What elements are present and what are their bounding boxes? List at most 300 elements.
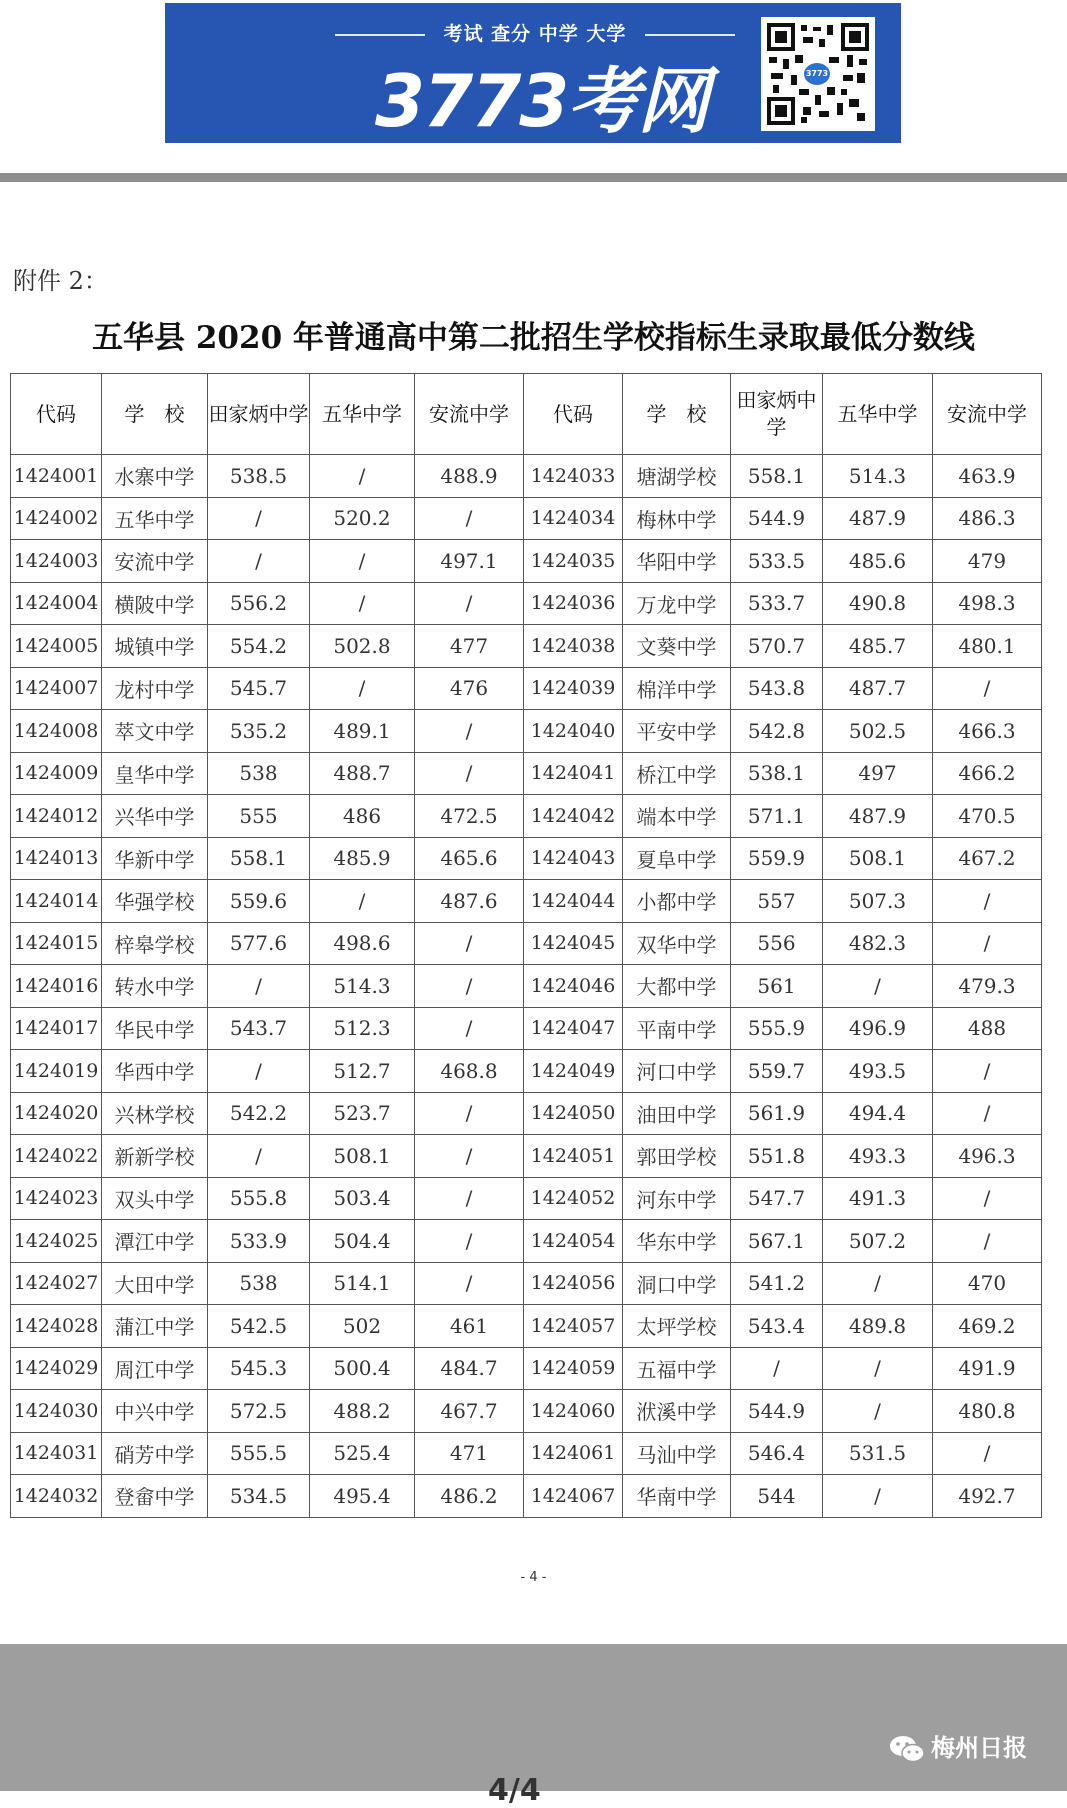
code-cell: 1424022 xyxy=(11,1135,102,1178)
score-cell: / xyxy=(415,1262,524,1305)
score-cell: 512.3 xyxy=(310,1007,415,1050)
score-cell: 543.8 xyxy=(731,667,823,710)
school-cell: 河东中学 xyxy=(623,1177,731,1220)
score-cell: 461 xyxy=(415,1305,524,1348)
school-cell: 洑溪中学 xyxy=(623,1390,731,1433)
score-cell: 493.5 xyxy=(823,1050,933,1093)
school-cell: 大田中学 xyxy=(102,1262,208,1305)
score-cell: 572.5 xyxy=(208,1390,310,1433)
page-fraction: 4/4 xyxy=(488,1773,541,1808)
code-cell: 1424046 xyxy=(524,965,623,1008)
column-header: 五华中学 xyxy=(823,374,933,455)
score-cell: / xyxy=(823,1390,933,1433)
score-cell: / xyxy=(415,710,524,753)
score-cell: 495.4 xyxy=(310,1475,415,1518)
score-cell: 498.3 xyxy=(933,582,1042,625)
school-cell: 横陂中学 xyxy=(102,582,208,625)
table-row xyxy=(11,1177,1042,1220)
table-row xyxy=(11,922,1042,965)
score-cell: 487.6 xyxy=(415,880,524,923)
score-cell: 561.9 xyxy=(731,1092,823,1135)
code-cell: 1424056 xyxy=(524,1262,623,1305)
score-cell: 472.5 xyxy=(415,795,524,838)
code-cell: 1424032 xyxy=(11,1475,102,1518)
score-cell: / xyxy=(933,880,1042,923)
score-cell: 477 xyxy=(415,625,524,668)
score-cell: 555.5 xyxy=(208,1432,310,1475)
score-cell: 559.9 xyxy=(731,837,823,880)
score-cell: 470 xyxy=(933,1262,1042,1305)
code-cell: 1424002 xyxy=(11,497,102,540)
school-cell: 文葵中学 xyxy=(623,625,731,668)
score-cell: 491.3 xyxy=(823,1177,933,1220)
score-cell: 484.7 xyxy=(415,1347,524,1390)
score-cell: / xyxy=(415,1092,524,1135)
table-row xyxy=(11,710,1042,753)
table-row xyxy=(11,497,1042,540)
score-cell: 466.2 xyxy=(933,752,1042,795)
score-cell: 486.2 xyxy=(415,1475,524,1518)
code-cell: 1424007 xyxy=(11,667,102,710)
header-row xyxy=(11,374,1042,455)
school-cell: 平南中学 xyxy=(623,1007,731,1050)
tagline-right-line xyxy=(645,34,735,36)
table-row xyxy=(11,1475,1042,1518)
score-cell: 504.4 xyxy=(310,1220,415,1263)
column-header: 田家炳中学 xyxy=(731,374,823,455)
score-cell: 486 xyxy=(310,795,415,838)
score-cell: 554.2 xyxy=(208,625,310,668)
school-cell: 郭田学校 xyxy=(623,1135,731,1178)
score-cell: 558.1 xyxy=(731,455,823,498)
school-cell: 水寨中学 xyxy=(102,455,208,498)
table-row xyxy=(11,1092,1042,1135)
code-cell: 1424020 xyxy=(11,1092,102,1135)
code-cell: 1424059 xyxy=(524,1347,623,1390)
score-cell: 520.2 xyxy=(310,497,415,540)
score-cell: / xyxy=(415,1177,524,1220)
score-cell: 525.4 xyxy=(310,1432,415,1475)
score-cell: / xyxy=(310,582,415,625)
score-cell: 533.7 xyxy=(731,582,823,625)
score-cell: 479.3 xyxy=(933,965,1042,1008)
score-cell: 535.2 xyxy=(208,710,310,753)
table-row xyxy=(11,1135,1042,1178)
score-cell: 490.8 xyxy=(823,582,933,625)
score-cell: 538 xyxy=(208,752,310,795)
school-cell: 华东中学 xyxy=(623,1220,731,1263)
code-cell: 1424057 xyxy=(524,1305,623,1348)
score-cell: 488 xyxy=(933,1007,1042,1050)
school-cell: 潭江中学 xyxy=(102,1220,208,1263)
score-cell: / xyxy=(208,965,310,1008)
table-row xyxy=(11,582,1042,625)
score-cell: 467.2 xyxy=(933,837,1042,880)
score-cell: 561 xyxy=(731,965,823,1008)
table-row xyxy=(11,1220,1042,1263)
score-cell: 480.1 xyxy=(933,625,1042,668)
code-cell: 1424027 xyxy=(11,1262,102,1305)
school-cell: 龙村中学 xyxy=(102,667,208,710)
code-cell: 1424012 xyxy=(11,795,102,838)
code-cell: 1424039 xyxy=(524,667,623,710)
score-cell: 538.1 xyxy=(731,752,823,795)
school-cell: 兴林学校 xyxy=(102,1092,208,1135)
code-cell: 1424029 xyxy=(11,1347,102,1390)
school-cell: 太坪学校 xyxy=(623,1305,731,1348)
school-cell: 安流中学 xyxy=(102,540,208,583)
code-cell: 1424016 xyxy=(11,965,102,1008)
table-row xyxy=(11,795,1042,838)
code-cell: 1424036 xyxy=(524,582,623,625)
banner-tagline: 考试 查分 中学 大学 xyxy=(443,23,627,45)
score-cell: / xyxy=(208,1050,310,1093)
score-cell: 545.7 xyxy=(208,667,310,710)
score-cell: 502 xyxy=(310,1305,415,1348)
score-cell: / xyxy=(415,582,524,625)
code-cell: 1424044 xyxy=(524,880,623,923)
column-header: 安流中学 xyxy=(933,374,1042,455)
code-cell: 1424001 xyxy=(11,455,102,498)
document-title: 五华县 2020 年普通高中第二批招生学校指标生录取最低分数线 xyxy=(92,320,975,356)
school-cell: 端本中学 xyxy=(623,795,731,838)
score-cell: 542.8 xyxy=(731,710,823,753)
score-cell: 487.9 xyxy=(823,795,933,838)
table-row xyxy=(11,1390,1042,1433)
code-cell: 1424004 xyxy=(11,582,102,625)
code-cell: 1424041 xyxy=(524,752,623,795)
score-cell: 494.4 xyxy=(823,1092,933,1135)
score-cell: 492.7 xyxy=(933,1475,1042,1518)
code-cell: 1424017 xyxy=(11,1007,102,1050)
school-cell: 油田中学 xyxy=(623,1092,731,1135)
score-cell: 543.4 xyxy=(731,1305,823,1348)
score-cell: 571.1 xyxy=(731,795,823,838)
column-header: 五华中学 xyxy=(310,374,415,455)
score-cell: / xyxy=(415,752,524,795)
score-cell: 489.8 xyxy=(823,1305,933,1348)
table-row xyxy=(11,752,1042,795)
score-cell: 543.7 xyxy=(208,1007,310,1050)
code-cell: 1424042 xyxy=(524,795,623,838)
school-cell: 华南中学 xyxy=(623,1475,731,1518)
code-cell: 1424054 xyxy=(524,1220,623,1263)
score-cell: 479 xyxy=(933,540,1042,583)
school-cell: 华民中学 xyxy=(102,1007,208,1050)
score-cell: 547.7 xyxy=(731,1177,823,1220)
score-cell: 512.7 xyxy=(310,1050,415,1093)
score-cell: 567.1 xyxy=(731,1220,823,1263)
score-cell: 485.7 xyxy=(823,625,933,668)
score-cell: 486.3 xyxy=(933,497,1042,540)
school-cell: 梓皋学校 xyxy=(102,922,208,965)
school-cell: 棉洋中学 xyxy=(623,667,731,710)
score-cell: 502.8 xyxy=(310,625,415,668)
school-cell: 城镇中学 xyxy=(102,625,208,668)
score-cell: / xyxy=(823,1475,933,1518)
table-row xyxy=(11,1347,1042,1390)
score-cell: / xyxy=(208,497,310,540)
score-cell: / xyxy=(415,497,524,540)
column-header: 学 校 xyxy=(102,374,208,455)
column-header: 代码 xyxy=(524,374,623,455)
score-cell: 496.3 xyxy=(933,1135,1042,1178)
code-cell: 1424031 xyxy=(11,1432,102,1475)
code-cell: 1424051 xyxy=(524,1135,623,1178)
school-cell: 华阳中学 xyxy=(623,540,731,583)
code-cell: 1424067 xyxy=(524,1475,623,1518)
qr-badge-label: 3773 xyxy=(804,63,830,85)
code-cell: 1424019 xyxy=(11,1050,102,1093)
school-cell: 登畲中学 xyxy=(102,1475,208,1518)
table-row xyxy=(11,1432,1042,1475)
code-cell: 1424034 xyxy=(524,497,623,540)
score-cell: 482.3 xyxy=(823,922,933,965)
score-cell: 487.7 xyxy=(823,667,933,710)
school-cell: 华西中学 xyxy=(102,1050,208,1093)
wechat-icon xyxy=(889,1734,925,1764)
score-cell: 544.9 xyxy=(731,497,823,540)
score-cell: 485.6 xyxy=(823,540,933,583)
score-cell: / xyxy=(933,1177,1042,1220)
score-cell: 507.2 xyxy=(823,1220,933,1263)
page-number: - 4 - xyxy=(520,1570,547,1585)
score-cell: 559.7 xyxy=(731,1050,823,1093)
score-cell: 556 xyxy=(731,922,823,965)
code-cell: 1424009 xyxy=(11,752,102,795)
score-cell: / xyxy=(208,1135,310,1178)
code-cell: 1424015 xyxy=(11,922,102,965)
score-cell: 508.1 xyxy=(823,837,933,880)
account-name: 梅州日报 xyxy=(931,1734,1027,1762)
score-cell: / xyxy=(823,1347,933,1390)
score-cell: 471 xyxy=(415,1432,524,1475)
school-cell: 五华中学 xyxy=(102,497,208,540)
score-cell: / xyxy=(310,540,415,583)
school-cell: 兴华中学 xyxy=(102,795,208,838)
school-cell: 转水中学 xyxy=(102,965,208,1008)
score-cell: / xyxy=(208,540,310,583)
score-cell: 485.9 xyxy=(310,837,415,880)
score-cell: 466.3 xyxy=(933,710,1042,753)
score-cell: 489.1 xyxy=(310,710,415,753)
score-cell: 480.8 xyxy=(933,1390,1042,1433)
banner-tagline-row xyxy=(335,19,735,43)
code-cell: 1424052 xyxy=(524,1177,623,1220)
score-cell: 541.2 xyxy=(731,1262,823,1305)
score-cell: 500.4 xyxy=(310,1347,415,1390)
header-divider xyxy=(0,173,1067,182)
site-logo: 3773考网 xyxy=(375,59,708,143)
code-cell: 1424049 xyxy=(524,1050,623,1093)
code-cell: 1424028 xyxy=(11,1305,102,1348)
column-header: 代码 xyxy=(11,374,102,455)
table-row xyxy=(11,837,1042,880)
score-cell: / xyxy=(933,1432,1042,1475)
score-cell: 467.7 xyxy=(415,1390,524,1433)
score-cell: / xyxy=(823,1262,933,1305)
score-cell: 570.7 xyxy=(731,625,823,668)
score-cell: 491.9 xyxy=(933,1347,1042,1390)
school-cell: 华强学校 xyxy=(102,880,208,923)
table-row xyxy=(11,540,1042,583)
score-cell: 555.9 xyxy=(731,1007,823,1050)
school-cell: 五福中学 xyxy=(623,1347,731,1390)
code-cell: 1424038 xyxy=(524,625,623,668)
score-cell: 469.2 xyxy=(933,1305,1042,1348)
school-cell: 硝芳中学 xyxy=(102,1432,208,1475)
column-header: 田家炳中学 xyxy=(208,374,310,455)
code-cell: 1424043 xyxy=(524,837,623,880)
score-cell: 463.9 xyxy=(933,455,1042,498)
score-cell: 545.3 xyxy=(208,1347,310,1390)
code-cell: 1424003 xyxy=(11,540,102,583)
score-cell: / xyxy=(415,1220,524,1263)
score-cell: 542.5 xyxy=(208,1305,310,1348)
table-row xyxy=(11,1262,1042,1305)
score-cell: 497.1 xyxy=(415,540,524,583)
score-cell: 531.5 xyxy=(823,1432,933,1475)
score-cell: 496.9 xyxy=(823,1007,933,1050)
score-cell: 546.4 xyxy=(731,1432,823,1475)
school-cell: 双头中学 xyxy=(102,1177,208,1220)
score-cell: 559.6 xyxy=(208,880,310,923)
score-cell: 498.6 xyxy=(310,922,415,965)
score-cell: 577.6 xyxy=(208,922,310,965)
score-cell: 465.6 xyxy=(415,837,524,880)
score-cell: 502.5 xyxy=(823,710,933,753)
school-cell: 周江中学 xyxy=(102,1347,208,1390)
score-cell: / xyxy=(933,1220,1042,1263)
qr-code[interactable] xyxy=(761,17,875,131)
score-cell: 551.8 xyxy=(731,1135,823,1178)
score-cell: / xyxy=(933,922,1042,965)
school-cell: 萃文中学 xyxy=(102,710,208,753)
school-cell: 平安中学 xyxy=(623,710,731,753)
wechat-account-badge[interactable] xyxy=(889,1728,1027,1764)
code-cell: 1424050 xyxy=(524,1092,623,1135)
score-cell: 544.9 xyxy=(731,1390,823,1433)
score-cell: / xyxy=(415,965,524,1008)
score-cell: 493.3 xyxy=(823,1135,933,1178)
table-row xyxy=(11,1305,1042,1348)
column-header: 学 校 xyxy=(623,374,731,455)
school-cell: 双华中学 xyxy=(623,922,731,965)
score-cell: 476 xyxy=(415,667,524,710)
school-cell: 河口中学 xyxy=(623,1050,731,1093)
table-row xyxy=(11,625,1042,668)
school-cell: 夏阜中学 xyxy=(623,837,731,880)
code-cell: 1424008 xyxy=(11,710,102,753)
score-cell: 538 xyxy=(208,1262,310,1305)
score-cell: 468.8 xyxy=(415,1050,524,1093)
school-cell: 洞口中学 xyxy=(623,1262,731,1305)
site-banner xyxy=(165,3,901,143)
score-cell: 488.2 xyxy=(310,1390,415,1433)
column-header: 安流中学 xyxy=(415,374,524,455)
table-body xyxy=(11,455,1042,1518)
score-cell: 558.1 xyxy=(208,837,310,880)
score-cell: 555.8 xyxy=(208,1177,310,1220)
score-cell: / xyxy=(933,1050,1042,1093)
code-cell: 1424035 xyxy=(524,540,623,583)
score-cell: / xyxy=(415,1007,524,1050)
score-cell: 544 xyxy=(731,1475,823,1518)
code-cell: 1424023 xyxy=(11,1177,102,1220)
score-cell: 533.9 xyxy=(208,1220,310,1263)
table-row xyxy=(11,667,1042,710)
code-cell: 1424040 xyxy=(524,710,623,753)
score-cell: 470.5 xyxy=(933,795,1042,838)
code-cell: 1424025 xyxy=(11,1220,102,1263)
score-cell: / xyxy=(823,965,933,1008)
score-cell: 538.5 xyxy=(208,455,310,498)
score-cell: / xyxy=(731,1347,823,1390)
score-cell: 487.9 xyxy=(823,497,933,540)
code-cell: 1424014 xyxy=(11,880,102,923)
score-table xyxy=(10,373,1042,1518)
code-cell: 1424060 xyxy=(524,1390,623,1433)
footer-band xyxy=(0,1644,1067,1808)
score-cell: 523.7 xyxy=(310,1092,415,1135)
code-cell: 1424030 xyxy=(11,1390,102,1433)
school-cell: 大都中学 xyxy=(623,965,731,1008)
school-cell: 皇华中学 xyxy=(102,752,208,795)
code-cell: 1424061 xyxy=(524,1432,623,1475)
school-cell: 小都中学 xyxy=(623,880,731,923)
school-cell: 华新中学 xyxy=(102,837,208,880)
score-cell: 555 xyxy=(208,795,310,838)
school-cell: 梅林中学 xyxy=(623,497,731,540)
score-cell: / xyxy=(415,922,524,965)
attachment-label: 附件 2： xyxy=(13,267,108,295)
table-row xyxy=(11,880,1042,923)
school-cell: 桥江中学 xyxy=(623,752,731,795)
school-cell: 新新学校 xyxy=(102,1135,208,1178)
score-cell: 514.3 xyxy=(823,455,933,498)
table-header xyxy=(11,374,1042,455)
score-cell: 534.5 xyxy=(208,1475,310,1518)
score-cell: 497 xyxy=(823,752,933,795)
table-row xyxy=(11,1050,1042,1093)
score-cell: 488.9 xyxy=(415,455,524,498)
score-cell: 503.4 xyxy=(310,1177,415,1220)
score-cell: / xyxy=(415,1135,524,1178)
code-cell: 1424047 xyxy=(524,1007,623,1050)
score-cell: 508.1 xyxy=(310,1135,415,1178)
table-row xyxy=(11,455,1042,498)
school-cell: 万龙中学 xyxy=(623,582,731,625)
score-cell: 514.3 xyxy=(310,965,415,1008)
score-cell: / xyxy=(310,667,415,710)
score-cell: / xyxy=(933,1092,1042,1135)
code-cell: 1424005 xyxy=(11,625,102,668)
score-cell: / xyxy=(310,880,415,923)
school-cell: 中兴中学 xyxy=(102,1390,208,1433)
score-cell: / xyxy=(310,455,415,498)
score-cell: 556.2 xyxy=(208,582,310,625)
table-row xyxy=(11,965,1042,1008)
score-cell: / xyxy=(933,667,1042,710)
score-cell: 533.5 xyxy=(731,540,823,583)
school-cell: 蒲江中学 xyxy=(102,1305,208,1348)
score-cell: 507.3 xyxy=(823,880,933,923)
score-cell: 542.2 xyxy=(208,1092,310,1135)
code-cell: 1424045 xyxy=(524,922,623,965)
score-cell: 514.1 xyxy=(310,1262,415,1305)
school-cell: 塘湖学校 xyxy=(623,455,731,498)
code-cell: 1424013 xyxy=(11,837,102,880)
